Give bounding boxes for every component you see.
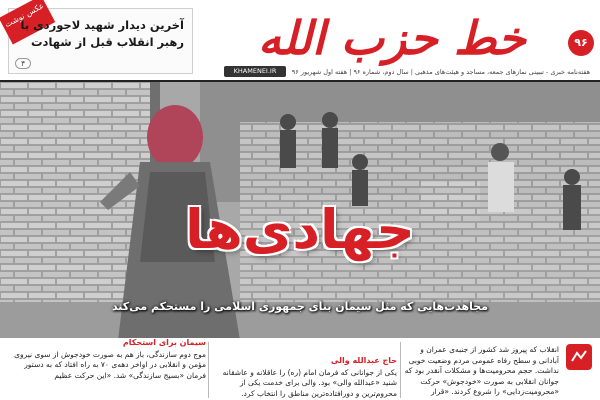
site-name[interactable]: KHAMENEI.IR [224, 66, 286, 77]
article-abdollah-vali[interactable] [212, 356, 397, 400]
column-divider [208, 342, 209, 398]
cover-photo [0, 82, 600, 340]
articles-strip [0, 338, 600, 400]
promo-tag: عکس نوشت [0, 0, 55, 45]
promo-page-number: ۴ [15, 58, 31, 69]
masthead [0, 0, 600, 82]
article-title: حاج عبدالله والی [330, 356, 397, 365]
column-divider [400, 342, 401, 398]
article-text: انقلاب که پیروز شد کشور از جنبه‌ی عمران و آبادانی و سطح رفاه عمومی مردم وضعیت خوبی نداشت. حجم محرومیت‌ها و مشکلات آنقدر بود که جوانان انقلابی به صورت «خودجوش» حرکت «محرومیت‌زدایی» را شروع کردند. «قرار [404, 345, 559, 396]
article-text: یکی از جوانانی که فرمان امام (ره) را عاقلانه و عاشقانه شنید «عبدالله والی» بود. والی برای خدمت یکی از محروم‌ترین و دورافتاده‌ترین مناطق را انتخاب کرد. [222, 367, 397, 398]
issue-number-badge: ۹۶ [568, 30, 594, 56]
cover-headline: جهادی‌ها [185, 198, 415, 261]
newspaper-logo: خط حزب الله [258, 11, 526, 65]
article-text: موج دوم سازندگی، باز هم به صورت خودجوش از سوی نیروی مؤمن و انقلابی در اواخر دهه‌ی ۷۰ به راه افتاد که به دستور فرمان «بسیج سازندگی» شد. «این حرکت عظیم [14, 349, 206, 380]
article-title: سیمان برای استحکام [122, 338, 206, 347]
cover-subheadline: مجاهدت‌هایی که مثل سیمان بنای جمهوری اسلامی را مستحکم می‌کند [111, 300, 489, 313]
article-cement[interactable] [8, 338, 206, 396]
promo-text[interactable]: آخرین دیدار شهید لاجوردی با رهبر انقلاب قبل از شهادت [20, 18, 184, 49]
section-icon [566, 344, 592, 370]
promo-box[interactable] [3, 1, 193, 74]
issue-meta: هفته‌نامه خبری - تبیینی نمازهای جمعه، مساجد و هیئت‌های مذهبی | سال دوم، شماره ۹۶ | هفته اول شهریور ۹۶ [291, 68, 590, 76]
article-intro[interactable] [404, 344, 559, 400]
